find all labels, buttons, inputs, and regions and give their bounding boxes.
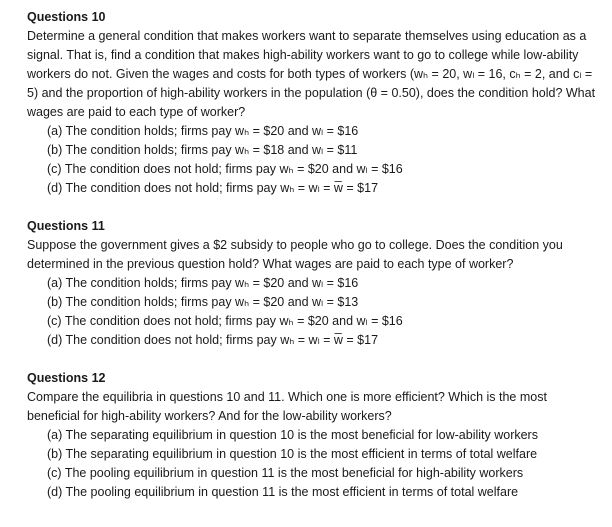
- question-11: [27, 217, 602, 350]
- question-12: [27, 369, 602, 502]
- spacer: [27, 350, 602, 369]
- option-a: (a) The condition holds; firms pay wₕ = $20 and wₗ = $16: [47, 124, 359, 138]
- answer-options: [27, 426, 602, 502]
- question-text: Suppose the government gives a $2 subsidy to people who go to college. Does the condition you determined in the previous question hold? What wages are paid to each type of worker?: [27, 238, 563, 271]
- question-title: Questions 10: [27, 10, 106, 24]
- option-b: (b) The condition holds; firms pay wₕ = $18 and wₗ = $11: [47, 143, 358, 157]
- option-a: (a) The condition holds; firms pay wₕ = $20 and wₗ = $16: [47, 276, 359, 290]
- option-c: (c) The condition does not hold; firms pay wₕ = $20 and wₗ = $16: [47, 314, 403, 328]
- spacer: [27, 198, 602, 217]
- question-10: [27, 8, 602, 198]
- option-b: (b) The condition holds; firms pay wₕ = $20 and wₗ = $13: [47, 295, 359, 309]
- option-c: (c) The condition does not hold; firms pay wₕ = $20 and wₗ = $16: [47, 162, 403, 176]
- option-b: (b) The separating equilibrium in question 10 is the most efficient in terms of total welfare: [47, 447, 538, 461]
- answer-options: [27, 122, 602, 198]
- option-c: (c) The pooling equilibrium in question 11 is the most beneficial for high-ability workers: [47, 466, 524, 480]
- question-text: Compare the equilibria in questions 10 and 11. Which one is more efficient? Which is the most beneficial for high-ability workers? And for the low-ability workers?: [27, 390, 547, 423]
- question-title: Questions 11: [27, 219, 105, 233]
- option-d: (d) The pooling equilibrium in question 11 is the most efficient in terms of total welfare: [47, 485, 519, 499]
- option-d: (d) The condition does not hold; firms pay wₕ = wₗ = w̅ = $17: [47, 333, 379, 347]
- question-title: Questions 12: [27, 371, 106, 385]
- option-d: (d) The condition does not hold; firms pay wₕ = wₗ = w̅ = $17: [47, 181, 379, 195]
- option-a: (a) The separating equilibrium in question 10 is the most beneficial for low-ability workers: [47, 428, 538, 442]
- answer-options: [27, 274, 602, 350]
- question-text: Determine a general condition that makes workers want to separate themselves using education as a signal. That is, find a condition that makes high-ability workers want to go to college while low-ability workers do not. Given the wages and costs for both types of workers (wₕ = 20, wₗ = 16, cₕ = 2, and cₗ = 5) and the proportion of high-ability workers in the population (θ = 0.50), does the condition hold? What wages are paid to each type of worker?: [27, 29, 596, 119]
